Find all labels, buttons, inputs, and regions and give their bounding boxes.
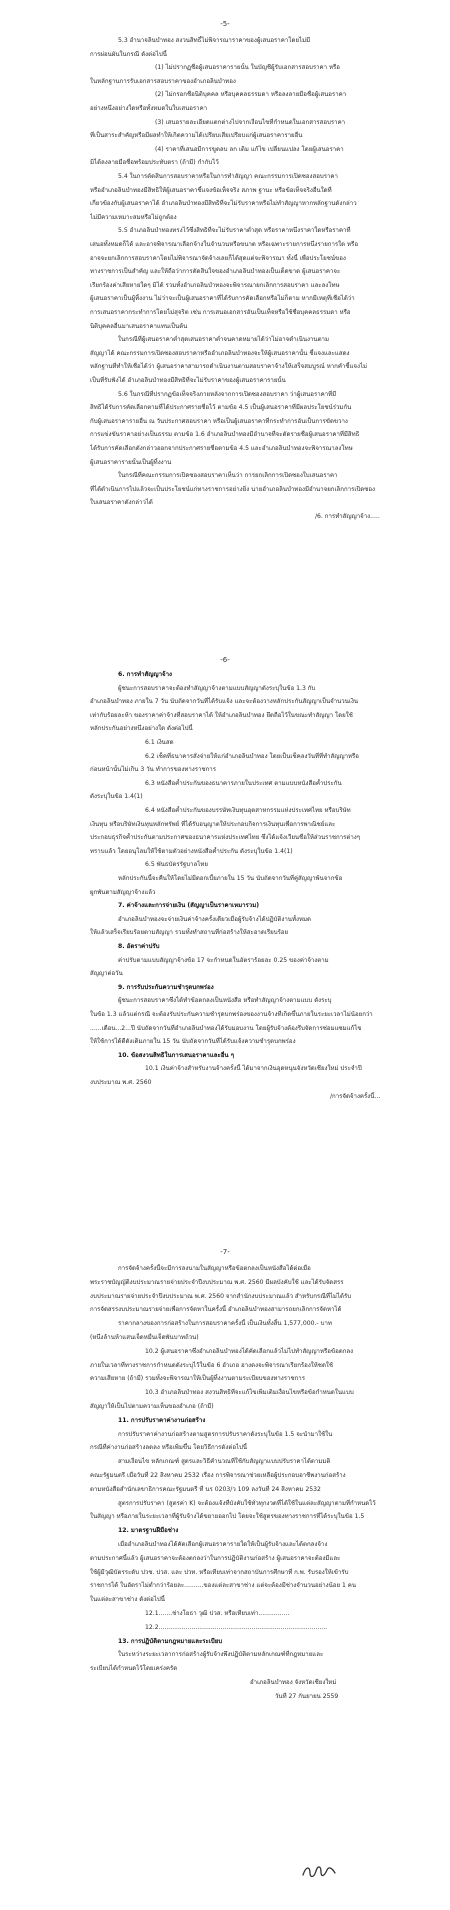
text-line: ใบเสนอราคาดังกล่าวได้ bbox=[90, 499, 153, 507]
text-line: เรียกร้องค่าเสียหายใดๆ มิได้ รวมทั้งอำเภอลินบำทองจะพิจารณายกเลิกการสอบราคา และลงโทษ bbox=[90, 281, 340, 289]
text-line: 12.2....................................................................................... bbox=[145, 1623, 328, 1631]
section-heading: 12. มาตรฐานฝีมือช่าง bbox=[118, 1527, 179, 1535]
text-line: สูตรการปรับราคา (สูตรค่า K) จะต้องแจ้งที่บังคับใช้ทั่วทุกงวดที่ได้ใช้ในแต่ละสัญญาตามที่กำหนดไว้ bbox=[118, 1499, 376, 1507]
text-line: อย่างหนึ่งอย่างใดหรือทั้งหมดในใบเสนอราคา bbox=[90, 105, 208, 112]
text-line: ระเบียบได้กำหนดไว้โดยเคร่งครัด bbox=[90, 1665, 178, 1673]
page-number: -6- bbox=[220, 656, 230, 664]
text-line: พระราชบัญญัติงบประมาณรายจ่ายประจำปีงบประมาณ พ.ศ. 2560 มีผลบังคับใช้ และได้รับจัดสรร bbox=[90, 1278, 344, 1286]
text-line: ให้ใช้การได้ดีดังเดิมภายใน 15 วัน นับถัดจากวันที่ได้รับแจ้งความชำรุดบกพร่อง bbox=[90, 1038, 296, 1046]
text-line: ในหลักฐานการรับเอกสารสอบราคาของอำเภอลินบำทอง bbox=[90, 77, 236, 85]
text-line: สัญญาต่อวัน bbox=[90, 970, 123, 978]
section-heading: 13. การปฏิบัติตามกฎหมายและระเบียบ bbox=[118, 1637, 223, 1645]
text-line: ราชการได้ ในอัตราไม่ต่ำกว่าร้อยละ..........ของแต่ละสาขาช่าง แต่จะต้องมีช่างจำนวนอย่างน้อย 1 คน bbox=[90, 1582, 357, 1590]
text-line: ไม่มีความเหมาะสมหรือไม่ถูกต้อง bbox=[90, 213, 177, 221]
text-line: ผู้ชนะการสอบราคาซึ่งได้ทำข้อตกลงเป็นหนังสือ หรือทำสัญญาจ้างตามแบบ ดังระบุ bbox=[118, 997, 332, 1005]
text-line: สัญญาให้เป็นไปตามความเห็นของอำเภอ (ถ้ามี) bbox=[90, 1403, 214, 1410]
text-line: ได้รับการคัดเลือกดังกล่าวออกจากประกาศรายชื่อตามข้อ 4.5 และอำเภอลินบำทองจะพิจารณาลงโทษ bbox=[90, 445, 353, 452]
text-line: ในกรณีที่ผู้เสนอราคาต่ำสุดเสนอราคาต่ำจนคาดหมายได้ว่าไม่อาจดำเนินงานตาม bbox=[118, 336, 329, 344]
text-line: มิได้ลงลายมือชื่อพร้อมประทับตรา (ถ้ามี) กำกับไว้ bbox=[90, 159, 219, 167]
text-line: 10.2 ผู้เสนอราคาซึ่งอำเภอลินบำทองได้คัดเลือกแล้วไม่ไปทำสัญญาหรือข้อตกลง bbox=[145, 1347, 354, 1355]
text-line: งบประมาณ พ.ศ. 2560 bbox=[90, 1079, 152, 1086]
text-line: นิติบุคคลอื่นมาเสนอราคาแทนเป็นต้น bbox=[90, 322, 188, 330]
signature-icon bbox=[300, 1860, 338, 1882]
text-line: หรืออำเภอลินบำทองมีสิทธิให้ผู้เสนอราคาชี้แจงข้อเท็จจริง สภาพ ฐานะ หรือข้อเท็จจริงอื่นใดที่ bbox=[90, 186, 332, 194]
text-line: สิทธิได้รับการคัดเลือกตามที่ได้ประกาศรายชื่อไว้ ตามข้อ 4.5 เป็นผู้เสนอราคาที่มีผลประโยชน์ร่วมกัน bbox=[90, 404, 352, 412]
text-line: หลักฐานที่ทำให้เชื่อได้ว่า ผู้เสนอราคาสามารถดำเนินงานตามสอบราคาจ้างให้เสร็จสมบูรณ์ หากคำชี้แจงไม่ bbox=[90, 363, 368, 371]
text-line: 6.4 หนังสือค้ำประกันของบรรษัทเงินทุนอุตสาหกรรมแห่งประเทศไทย หรือบริษัท bbox=[145, 807, 351, 814]
text-line: สามเงื่อนไข หลักเกณฑ์ สูตรและวิธีคำนวณที่ใช้กับสัญญาแบบปรับราคาได้ตามมติ bbox=[118, 1458, 331, 1466]
text-line: ตามหนังสือสำนักเลขาธิการคณะรัฐมนตรี ที่ นร 0203/ว 109 ลงวันที่ 24 สิงหาคม 2532 bbox=[90, 1485, 321, 1493]
text-line: ภายในเวลาที่ทางราชการกำหนดดังระบุไว้ในข้อ 6 อำเภอ ฮางดงจะพิจารณาเรียกร้องให้ชดใช้ bbox=[90, 1361, 334, 1369]
section-heading: 7. ค่าจ้างและการจ่ายเงิน (สัญญาเป็นราคาเหมารวม) bbox=[118, 902, 260, 910]
text-line: อำเภอลินบำทองจะจ่ายเงินค่าจ้างครั้งเดียวเมื่อผู้รับจ้างได้ปฏิบัติงานทั้งหมด bbox=[118, 915, 311, 923]
text-line: 6.2 เช็คที่ธนาคารสั่งจ่ายให้แก่อำเภอลินบำทอง โดยเป็นเช็คลงวันที่ที่ทำสัญญาหรือ bbox=[145, 752, 359, 760]
text-line: เกี่ยวข้องกับผู้เสนอราคาได้ อำเภอลินบำทองมีสิทธิที่จะไม่รับราคาหรือไม่ทำสัญญาหากหลักฐานดังกล่าว bbox=[90, 200, 357, 208]
text-line: ความเสียหาย (ถ้ามี) รวมทั้งจะพิจารณาให้เป็นผู้ทิ้งงานตามระเบียบของทางราชการ bbox=[90, 1375, 305, 1383]
text-line: หลักประกันนี้จะคืนให้โดยไม่มีดอกเบี้ยภายใน 15 วัน นับถัดจากวันที่คู่สัญญาพ้นจากข้อ bbox=[118, 875, 343, 882]
page-number: -5- bbox=[220, 20, 230, 28]
text-line: เมื่ออำเภอลินบำทองได้คัดเลือกผู้เสนอราคารายใดให้เป็นผู้รับจ้างและได้ตกลงจ้าง bbox=[118, 1541, 328, 1548]
text-line: ผู้ชนะการสอบราคาจะต้องทำสัญญาจ้างตามแบบสัญญาดังระบุในข้อ 1.3 กับ bbox=[118, 684, 316, 692]
section-heading: 10. ข้อสงวนสิทธิในการเสนอราคาและอื่น ๆ bbox=[118, 1051, 234, 1059]
text-line: การจัดสรรงบประมาณรายจ่ายเพื่อการจัดหาในครั้งนี้ อำเภอลินบำทองสามารถยกเลิกการจัดหาได้ bbox=[90, 1306, 342, 1314]
text-line: การจัดจ้างครั้งนี้จะมีการลงนามในสัญญาหรือข้อตกลงเป็นหนังสือได้ต่อเมื่อ bbox=[118, 1265, 311, 1272]
page-5 bbox=[0, 0, 450, 640]
text-line: ทราบแล้ว โดยอนุโลมให้ใช้ตามตัวอย่างหนังสือค้ำประกัน ดังระบุในข้อ 1.4(1) bbox=[90, 847, 293, 855]
text-line: การแข่งขันราคาอย่างเป็นธรรม ตามข้อ 1.6 อำเภอลินบำทองมีอำนาจที่จะตัดรายชื่อผู้เสนอราคาที่มีสิทธิ bbox=[90, 431, 360, 439]
text-line: กับผู้เสนอราคารายอื่น ณ วันประกาศสอบราคา หรือเป็นผู้เสนอราคาที่กระทำการอันเป็นการขัดขวาง bbox=[90, 417, 348, 425]
text-line: 6.1 เงินสด bbox=[145, 739, 174, 746]
text-line: กรณีที่ค่างานก่อสร้างลดลง หรือเพิ่มขึ้น โดยวิธีการดังต่อไปนี้ bbox=[90, 1444, 248, 1452]
text-line: การปรับราคาค่างานก่อสร้างตามสูตรการปรับราคาดังระบุในข้อ 1.5 จะนำมาใช้ใน bbox=[118, 1430, 333, 1438]
text-line: 6.3 หนังสือค้ำประกันของธนาคารภายในประเทศ ตามแบบหนังสือค้ำประกัน bbox=[145, 779, 342, 787]
text-line: ผูกพันตามสัญญาจ้างแล้ว bbox=[90, 888, 156, 896]
text-line: ......เดือน...2...ปี นับถัดจากวันที่อำเภอลินบำทองได้รับมอบงาน โดยผู้รับจ้างต้องรีบจัดการซ่อมแซมแก้ไข bbox=[90, 1024, 362, 1032]
text-line: ในสัญญา หรือภายในระยะเวลาที่ผู้รับจ้างได้ขยายออกไป โดยจะใช้สูตรของทางราชการที่ได้ระบุในข้อ 1.5 bbox=[90, 1513, 365, 1521]
text-line: 6.5 พันธบัตรรัฐบาลไทย bbox=[145, 861, 208, 869]
text-line: (1) ไม่ปรากฏชื่อผู้เสนอราคารายนั้น ในบัญชีผู้รับเอกสารสอบราคา หรือ bbox=[155, 64, 340, 72]
text-line: 12.1.......ช่างโยธา วุฒิ ปวส. หรือเทียบเท่า................ bbox=[145, 1610, 290, 1617]
text-line: ประกอบธุรกิจค้ำประกันตามประกาศของธนาคารแห่งประเทศไทย ซึ่งได้แจ้งเวียนชื่อให้ส่วนราชการต่างๆ bbox=[90, 834, 360, 842]
text-line: อำเภอลินบำทอง จังหวัดเชียงใหม่ bbox=[250, 1679, 337, 1686]
text-line: เสนอทั้งหมดก็ได้ และอาจพิจารณาเลือกจ้างในจำนวนหรือขนาด หรือเฉพาะรายการหนึ่งรายการใด หรือ bbox=[90, 241, 358, 248]
text-line: ในระหว่างระยะเวลาการก่อสร้างผู้รับจ้างพึงปฏิบัติตามหลักเกณฑ์ที่กฎหมายและ bbox=[118, 1651, 324, 1659]
page-7 bbox=[0, 1240, 450, 1910]
text-line: อำเภอลินบำทอง ภายใน 7 วัน นับถัดจากวันที่ได้รับแจ้ง และจะต้องวางหลักประกันสัญญาเป็นจำนวนเงิน bbox=[90, 698, 359, 706]
text-line: ในข้อ 1.3 แล้วแต่กรณี จะต้องรับประกันความชำรุดบกพร่องของงานจ้างที่เกิดขึ้นภายในระยะเวลาไม่น้อยกว่า bbox=[90, 1011, 373, 1018]
text-line: งบประมาณรายจ่ายประจำปีงบประมาณ พ.ศ. 2560 จากสำนักงบประมาณแล้ว สำหรับกรณีที่ไม่ได้รับ bbox=[90, 1292, 352, 1300]
section-heading: 8. อัตราค่าปรับ bbox=[118, 943, 160, 950]
text-line: ดังระบุในข้อ 1.4(1) bbox=[90, 793, 143, 801]
section-heading: 6. การทำสัญญาจ้าง bbox=[118, 671, 172, 678]
text-line: (4) ราคาที่เสนอมีการขูดลบ ลก เติม แก้ไข เปลี่ยนแปลง โดยผู้เสนอราคา bbox=[155, 145, 344, 153]
text-line: 10.3 อำเภอลินบำทอง สงวนสิทธิที่จะแก้ไขเพิ่มเติมเงื่อนไขหรือข้อกำหนดในแบบ bbox=[145, 1389, 354, 1397]
text-line: ผู้เสนอราคารายนั้นเป็นผู้ทิ้งงาน bbox=[90, 458, 172, 466]
text-line: ผู้เสนอราคาเป็นผู้ทิ้งงาน ไม่ว่าจะเป็นผู้เสนอราคาที่ได้รับการคัดเลือกหรือไม่ก็ตาม หากมีเหตุที่เชื่อได้ว่า bbox=[90, 295, 355, 303]
text-line: (หนึ่งล้านห้าแสนเจ็ดหมื่นเจ็ดพันบาทถ้วน) bbox=[90, 1334, 199, 1341]
text-line: ก่อนหน้านั้นไม่เกิน 3 วัน ทำการของทางราชการ bbox=[90, 766, 216, 774]
text-line: ค่าปรับตามแบบสัญญาจ้างข้อ 17 จะกำหนดในอัตราร้อยละ 0.25 ของค่าจ้างตาม bbox=[118, 956, 329, 964]
text-line: อาจจะยกเลิกการสอบราคาโดยไม่พิจารณาจัดจ้างเลยก็ได้สุดแต่จะพิจารณา ทั้งนี้ เพื่อประโยชน์ของ bbox=[90, 254, 346, 262]
text-line: ให้แล้วเสร็จเรียบร้อยตามสัญญา รวมทั้งทำสถานที่ก่อสร้างให้สะอาดเรียบร้อย bbox=[90, 929, 289, 937]
text-line: /6. การทำสัญญาจ้าง..... bbox=[315, 513, 380, 520]
text-line: การผ่อนผันในกรณี ดังต่อไปนี้ bbox=[90, 50, 167, 58]
text-line: ในแต่ละสาขาช่าง ดังต่อไปนี้ bbox=[90, 1596, 165, 1604]
section-heading: 11. การปรับราคาค่างานก่อสร้าง bbox=[118, 1416, 206, 1424]
text-line: คณะรัฐมนตรี เมื่อวันที่ 22 สิงหาคม 2532 เรื่อง การพิจารณาช่วยเหลือผู้ประกอบอาชีพงานก่อสร้าง bbox=[90, 1472, 346, 1479]
text-line: ที่เป็นสาระสำคัญหรือมีผลทำให้เกิดความได้เปรียบเสียเปรียบแก่ผู้เสนอราคารายอื่น bbox=[90, 132, 303, 140]
text-line: (2) ไม่กรอกชื่อนิติบุคคล หรือบุคคลธรรมดา หรือลงลายมือชื่อผู้เสนอราคา bbox=[155, 91, 347, 99]
section-heading: 9. การรับประกันความชำรุดบกพร่อง bbox=[118, 983, 214, 991]
page-6 bbox=[0, 640, 450, 1240]
text-line: หลักประกันอย่างหนึ่งอย่างใด ดังต่อไปนี้ bbox=[90, 725, 193, 733]
text-line: ในกรณีที่คณะกรรมการเปิดซองสอบราคาเห็นว่า การยกเลิกการเปิดซองใบเสนอราคา bbox=[118, 472, 338, 480]
text-line: ใช้ผู้มีวุฒิบัตรระดับ ปวช. ปวส. และ ปวท. หรือเทียบเท่าจากสถาบันการศึกษาที่ ก.พ. รับรองให้เข้ารับ bbox=[90, 1568, 349, 1576]
text-line: สัญญาได้ คณะกรรมการเปิดซองสอบราคาหรืออำเภอลินบำทองจะให้ผู้เสนอราคานั้น ชี้แจงและแสดง bbox=[90, 349, 350, 357]
text-line: ตามประกาศนี้แล้ว ผู้เสนอราคาจะต้องตกลงว่าในการปฏิบัติงานก่อสร้าง ผู้เสนอราคาจะต้องมีและ bbox=[90, 1554, 341, 1562]
text-line: เงินทุน หรือบริษัทเงินทุนหลักทรัพย์ ที่ได้รับอนุญาตให้ประกอบกิจการเงินทุนเพื่อการพาณิชย์และ bbox=[90, 820, 336, 828]
text-line: ที่ได้ดำเนินการไปแล้วจะเป็นประโยชน์แก่ทางราชการอย่างยิ่ง นายอำเภอลินบำทองมีอำนาจยกเลิกการเปิดซอง bbox=[90, 485, 376, 493]
text-line: (3) เสนอรายละเอียดแตกต่างไปจากเงื่อนไขที่กำหนดในเอกสารสอบราคา bbox=[155, 118, 346, 126]
text-line: ราคากลางของการก่อสร้างในการสอบราคาครั้งนี้ เป็นเงินทั้งสิ้น 1,577,000.- บาท bbox=[118, 1320, 332, 1328]
text-line: การเสนอราคากระทำการโดยไม่สุจริต เช่น การเสนอเอกสารอันเป็นเท็จหรือใช้ชื่อบุคคลธรรมดา หรือ bbox=[90, 309, 351, 316]
text-line: วันที่ 27 กันยายน 2559 bbox=[275, 1692, 339, 1700]
text-line: 5.3 อำนาจลินบำทอง สงวนสิทธิ์ไม่พิจารณาราคาของผู้เสนอราคาโดยไม่มี bbox=[118, 37, 311, 44]
text-line: 5.6 ในกรณีที่ปรากฏข้อเท็จจริงภายหลังจากการเปิดซองสอบราคา ว่าผู้เสนอราคาที่มี bbox=[118, 390, 337, 398]
text-line: ทางราชการเป็นสำคัญ และให้ถือว่าการตัดสินใจของอำเภอลินบำทองเป็นเด็ดขาด ผู้เสนอราคาจะ bbox=[90, 268, 341, 276]
text-line: เท่ากับร้อยละห้า ของราคาค่าจ้างที่สอบราคาได้ ให้อำเภอลินบำทอง ยึดถือไว้ในขณะทำสัญญา โดยใช้ bbox=[90, 711, 353, 719]
text-line: 5.5 อำเภอลินบำทองทรงไว้ซึ่งสิทธิที่จะไม่รับราคาต่ำสุด หรือราคาหนึ่งราคาใดหรือราคาที่ bbox=[118, 227, 351, 235]
text-line: /การจัดจ้างครั้งนี้... bbox=[330, 1092, 381, 1100]
text-line: 10.1 เงินค่าจ้างสำหรับงานจ้างครั้งนี้ ได้มาจากเงินอุดหนุนจังหวัดเชียงใหม่ ประจำปี bbox=[145, 1065, 362, 1073]
page-number: -7- bbox=[220, 1248, 230, 1256]
text-line: เป็นที่รับฟังได้ อำเภอลินบำทองมีสิทธิที่จะไม่รับราคาของผู้เสนอราคารายนั้น bbox=[90, 377, 286, 384]
text-line: 5.4 ในการตัดสินการสอบราคาหรือในการทำสัญญา คณะกรรมการเปิดซองสอบราคา bbox=[118, 173, 338, 180]
